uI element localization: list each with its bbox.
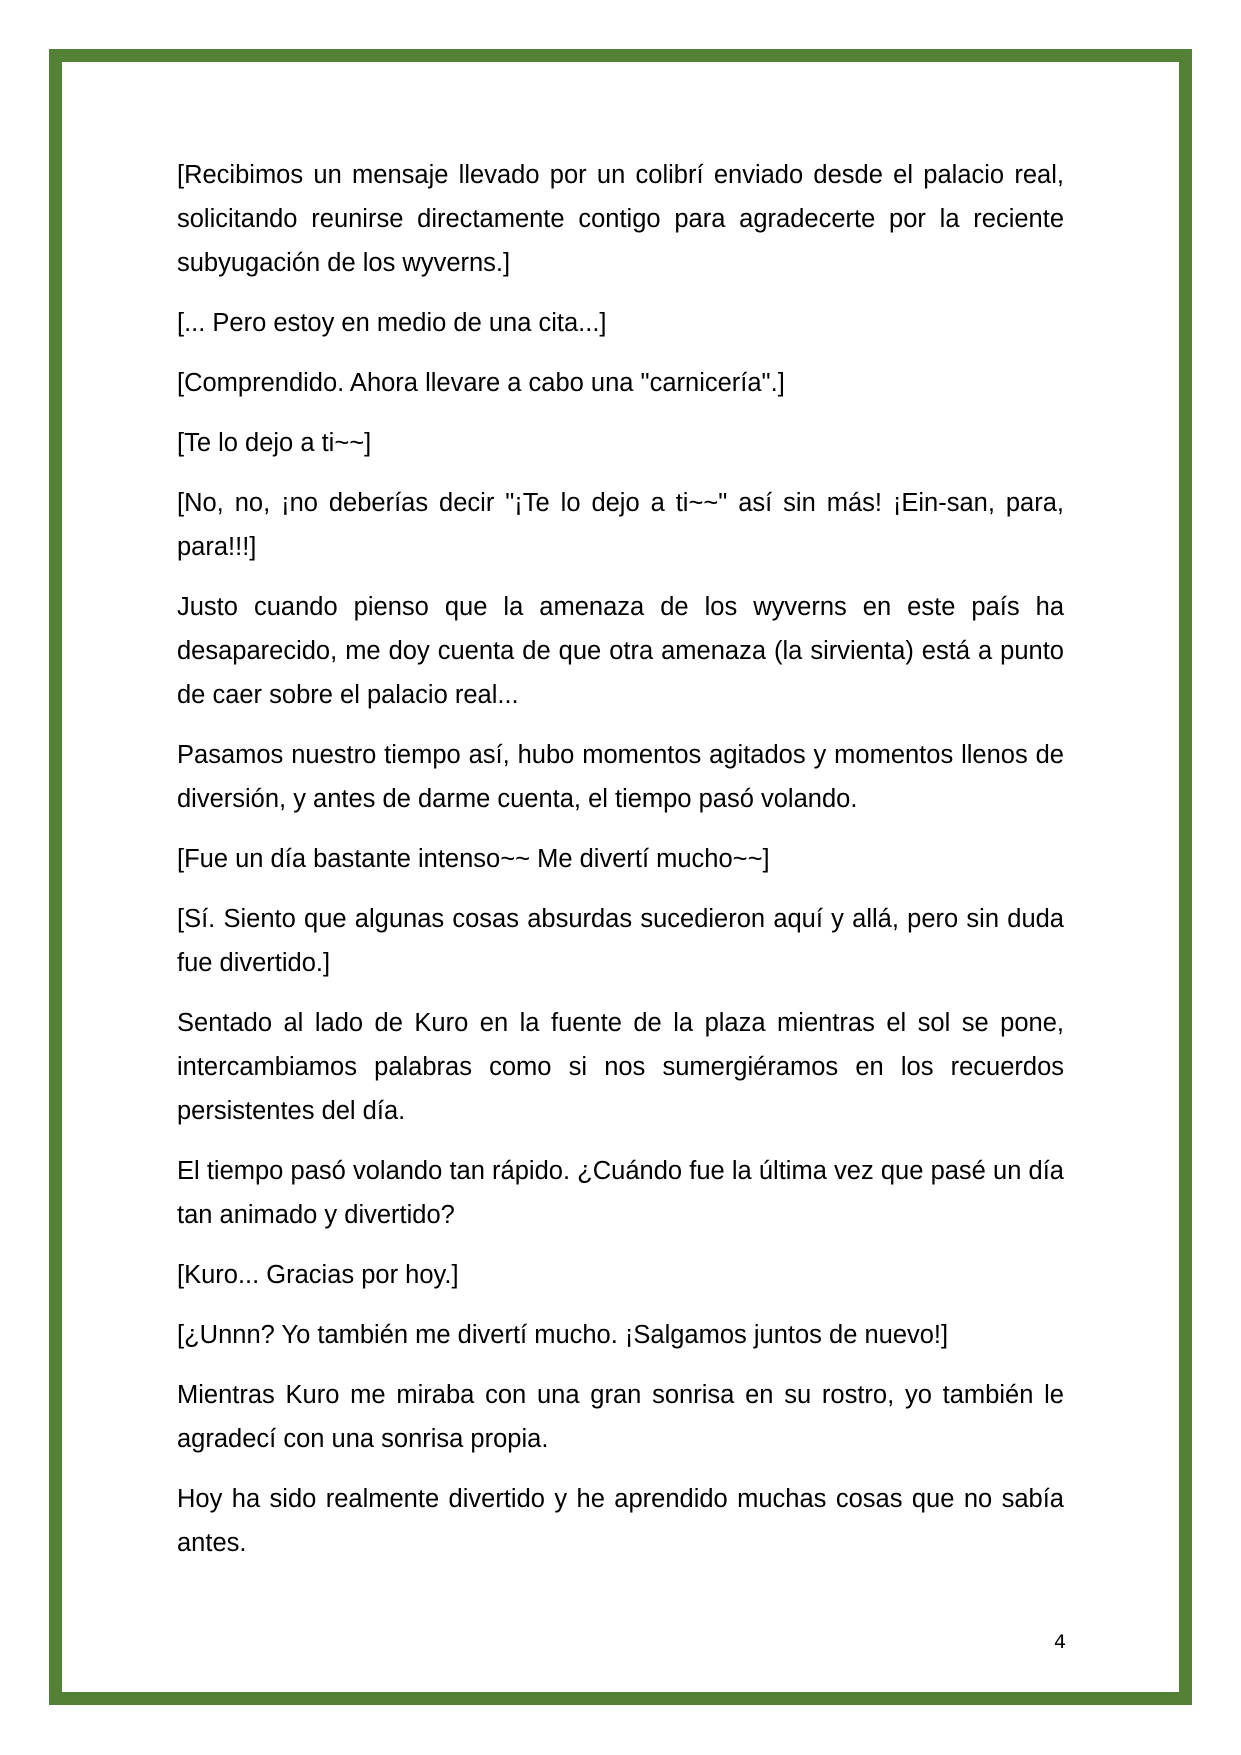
paragraph-12: [Kuro... Gracias por hoy.]: [177, 1261, 459, 1289]
paragraph-7: Pasamos nuestro tiempo así, hubo momentos agitados y momentos llenos de diversión, y antes de darme cuenta, el tiempo pasó volando.: [177, 741, 1064, 813]
page-number: 4: [1053, 1631, 1067, 1653]
paragraph-4: [Te lo dejo a ti~~]: [177, 429, 372, 457]
paragraph-15: Hoy ha sido realmente divertido y he aprendido muchas cosas que no sabía antes.: [177, 1485, 1064, 1557]
paragraph-9: [Sí. Siento que algunas cosas absurdas sucedieron aquí y allá, pero sin duda fue divertido.]: [177, 905, 1064, 977]
paragraph-8: [Fue un día bastante intenso~~ Me divertí mucho~~]: [177, 845, 770, 873]
paragraph-3: [Comprendido. Ahora llevare a cabo una "carnicería".]: [177, 369, 785, 397]
paragraph-11: El tiempo pasó volando tan rápido. ¿Cuándo fue la última vez que pasé un día tan animado y divertido?: [177, 1157, 1064, 1229]
paragraph-2: [... Pero estoy en medio de una cita...]: [177, 309, 607, 337]
paragraph-1: [Recibimos un mensaje llevado por un colibrí enviado desde el palacio real, solicitando reunirse directamente contigo para agradecerte por la reciente subyugación de los wyverns.]: [177, 161, 1064, 277]
paragraph-14: Mientras Kuro me miraba con una gran sonrisa en su rostro, yo también le agradecí con una sonrisa propia.: [177, 1381, 1064, 1453]
page-body: [177, 153, 1064, 1581]
paragraph-5: [No, no, ¡no deberías decir "¡Te lo dejo a ti~~" así sin más! ¡Ein-san, para, para!!!]: [177, 489, 1064, 561]
paragraph-13: [¿Unnn? Yo también me divertí mucho. ¡Salgamos juntos de nuevo!]: [177, 1321, 949, 1349]
paragraph-6: Justo cuando pienso que la amenaza de los wyverns en este país ha desaparecido, me doy cuenta de que otra amenaza (la sirvienta) está a punto de caer sobre el palacio real...: [177, 593, 1064, 709]
paragraph-10: Sentado al lado de Kuro en la fuente de la plaza mientras el sol se pone, intercambiamos palabras como si nos sumergiéramos en los recuerdos persistentes del día.: [177, 1009, 1064, 1125]
